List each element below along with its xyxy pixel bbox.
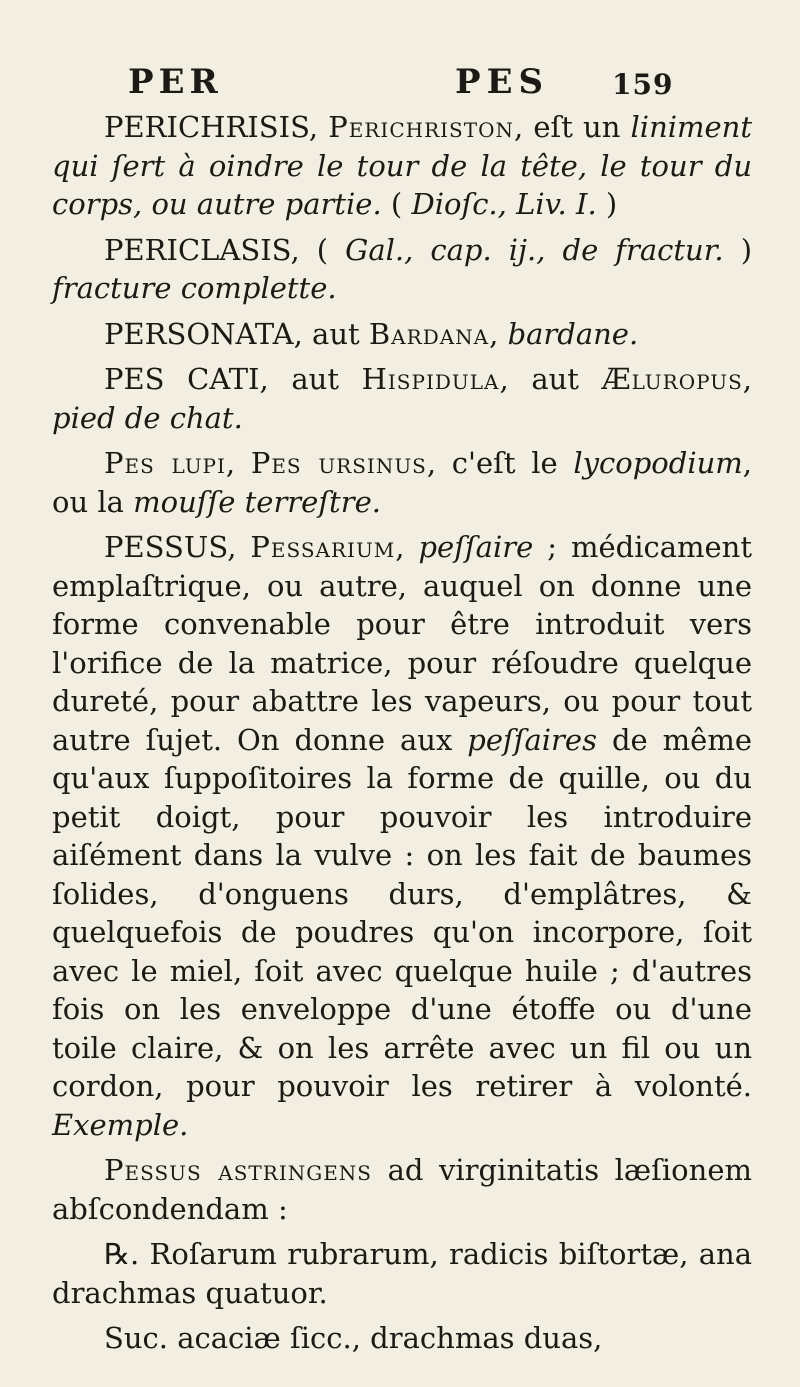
term: peſſaires [467, 722, 597, 757]
variant-term: Pessarium [250, 530, 396, 564]
headword: PERICLASIS [104, 232, 291, 267]
example-label: Exemple. [52, 1107, 189, 1142]
entry-pes-lupi: Pes lupi, Pes ursinus, c'eſt le lycopodium, ou la mouſſe terreſtre. [52, 446, 752, 519]
entry-personata: PERSONATA, aut Bardana, bardane. [104, 316, 639, 351]
definition: mouſſe terreſtre. [133, 484, 381, 519]
recipe-line: ℞. Roſarum rubrarum, radicis biſtortæ, ana drachmas quatuor. [52, 1237, 752, 1310]
headword: PESSUS [104, 530, 228, 564]
headword: PERSONATA [104, 316, 294, 351]
entry-pes-cati: PES CATI, aut Hispidula, aut Æluropus, pied de chat. [52, 362, 752, 435]
variant-term: Pes ursinus [250, 446, 427, 480]
entry-pessus: PESSUS, Pessarium, peſſaire ; médicament emplaſtrique, ou autre, auquel on donne une forme convenable pour être introduit vers l'orifice de la matrice, pour réſoudre quelque dureté, pour abattre les vapeurs, ou pour tout autre ſujet. On donne aux peſſaires de même qu'aux ſuppoſitoires la forme de quille, ou du petit doigt, pour pouvoir les introduire aiſément dans la vulve : on les fait de baumes ſolides, d'onguens durs, d'emplâtres, & quelquefois de poudres qu'on incorpore, ſoit avec le miel, ſoit avec quelque huile ; d'autres fois on les enveloppe d'une étoffe ou d'une toile claire, & on les arrête avec un fil ou un cordon, pour pouvoir les retirer à volonté. Exemple. [52, 530, 752, 1142]
headword: PERICHRISIS [104, 110, 309, 144]
definition: bardane. [507, 316, 639, 351]
definition: fracture complette. [52, 271, 337, 305]
definition: pied de chat. [52, 400, 243, 435]
page-number: 159 [612, 68, 674, 101]
variant-term: Bardana [368, 316, 490, 351]
variant-term: Hispidula [361, 362, 500, 396]
definition: lycopodium [573, 446, 743, 480]
entry-periclasis: PERICLASIS, ( Gal., cap. ij., de fractur. ) fracture complette. [52, 232, 753, 305]
entry-perichrisis: PERICHRISIS, Perichriston, eſt un liniment qui ſert à oindre le tour de la tête, le tour du corps, ou autre partie. ( Dioſc., Liv. I. ) [52, 110, 753, 221]
headword: PES CATI [104, 362, 260, 396]
definition: peſſaire [418, 530, 534, 564]
variant-term: Perichriston [328, 110, 514, 144]
reference: Gal., cap. ij., de fractur. [345, 232, 724, 267]
header-right: PES [455, 62, 550, 102]
recipe-line: Suc. acaciæ ſicc., drachmas duas, [104, 1321, 603, 1355]
reference: Dioſc., Liv. I. [411, 187, 597, 221]
definition: liniment qui ſert à oindre le tour de la tête, le tour du corps, ou autre partie. [52, 110, 753, 221]
variant-term: Æluropus [601, 362, 743, 396]
header-left: PER [128, 62, 223, 102]
entry-pessus-astringens: Pessus astringens ad virginitatis læſionem abſcondendam : [52, 1153, 752, 1226]
dictionary-body [52, 108, 752, 1365]
headword: Pessus astringens [104, 1153, 373, 1187]
headword: Pes lupi [104, 446, 226, 480]
